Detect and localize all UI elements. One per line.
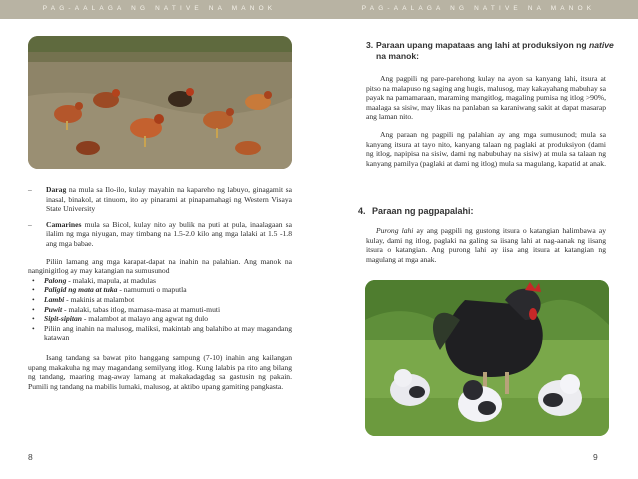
selection-criteria-paragraph: Ang pagpili ng pare-parehong kulay na ayon sa kanyang lahi, itsura at pitso na malapuso ng saging ang hugis, malusog, may kakayahang mabuhay sa payak na pamamaraan, maraming mangitlog, magaling pumisa ng itlog >90%, maalaga sa sisiw, may likas na panlaban sa karaniwang sakit at dapat masarap ang laman nito.	[366, 74, 606, 122]
running-header-left: PAG-AALAGA NG NATIVE NA MANOK	[42, 5, 277, 12]
rooster-and-chicks-photo	[365, 280, 609, 436]
traits-list	[28, 276, 292, 343]
pure-breed-paragraph: Purong lahi ay ang pagpili ng gustong itsura o katangian halimbawa ay kulay, dami ng itlog, paglaki na galing sa iisang lahi at nag-aanak ng iisang itsura o katangian. Ang purong lahi ay iisa ang itsura at katangian ng magulang at mga anak.	[366, 226, 606, 264]
rooster-ratio-paragraph: Isang tandang sa bawat pito hanggang sampung (7-10) inahin ang kailangan upang makakuha ng may magandang semilyang itlog. Kung lalabis pa rito ang bilang ng tandang, maaring mag-away lamang at makakadagdag sa gastusin ng pakain. Pumili ng tandang na mabilis lumaki, malusog, at aktibo upang gamiting pangkasta.	[28, 352, 292, 391]
header-bar-right	[319, 0, 638, 19]
breed-item: – Camarines mula sa Bicol, kulay nito ay bulik na puti at pula, inaalagaan sa ilalim ng mga niyugan, may timbang na 1.5-2.0 kilo ang mga lalaki at 1.5 -1.8 ang mga babae.	[28, 219, 292, 248]
breeds-list	[28, 185, 292, 391]
breed-description: mula sa Bicol, kulay nito ay bulik na puti at pula, inaalagaan sa ilalim ng mga niyugan, may timbang na 1.5-2.0 kilo ang mga lalaki at 1.5 -1.8 ang mga babae.	[46, 219, 292, 248]
header-bar-left	[0, 0, 319, 19]
page-number-right: 9	[593, 452, 598, 462]
trait-item: • Palong - malaki, mapula, at madulas	[28, 276, 292, 286]
trait-item: • Sipit-sipitan - malambot at malayo ang agwat ng dulo	[28, 314, 292, 324]
breed-name: Camarines	[46, 219, 82, 229]
selection-intro: Piliin lamang ang mga karapat-dapat na inahin na palahian. Ang manok na nanginigitlog ay may katangian na sumusunod	[28, 256, 292, 276]
trait-item: • Piliin ang inahin na malusog, maliksi, makintab ang balahibo at may magandang katawan	[28, 324, 292, 343]
page-number-left: 8	[28, 452, 33, 462]
trait-item: • Paligid ng mata at tuka - namumuti o maputla	[28, 285, 292, 295]
breed-description: na mula sa Ilo-ilo, kulay mayahin na kapareho ng labuyo, ginagamit sa inasal, binakol, at tinuom, ito ay pinarami at pinapamahagi ng Western Visaya State University	[46, 185, 292, 214]
right-body-top	[366, 74, 606, 168]
running-header-right: PAG-AALAGA NG NATIVE NA MANOK	[361, 5, 596, 12]
breed-name: Darag	[46, 185, 67, 194]
right-body-bottom	[366, 226, 606, 264]
section-3-heading: 3. Paraan upang mapataas ang lahi at produksiyon ng native na manok:	[366, 40, 614, 61]
breed-item: – Darag na mula sa Ilo-ilo, kulay mayahin na kapareho ng labuyo, ginagamit sa inasal, binakol, at tinuom, ito ay pinarami at pinapamahagi ng Western Visaya State University	[28, 185, 292, 214]
breeder-selection-paragraph: Ang paraan ng pagpili ng palahian ay ang mga sumusunod; mula sa kanyang itsura at tayo nito, kanyang talaan ng paglaki at produksiyon (dami ng itlog, napipisa na sisiw, dami ng nabubuhay na sisiw) at mula sa talaan ng kanyang pamilya (paglaki at dami ng itlog) mula sa magulang, kapatid at anak.	[366, 129, 606, 168]
chickens-photo	[28, 36, 292, 169]
section-4-heading: 4. Paraan ng pagpapalahi:	[358, 206, 474, 216]
trait-item: • Lambi - makinis at malambot	[28, 295, 292, 305]
trait-item: • Puwit - malaki, tabas itlog, mamasa-masa at mamuti-muti	[28, 305, 292, 315]
